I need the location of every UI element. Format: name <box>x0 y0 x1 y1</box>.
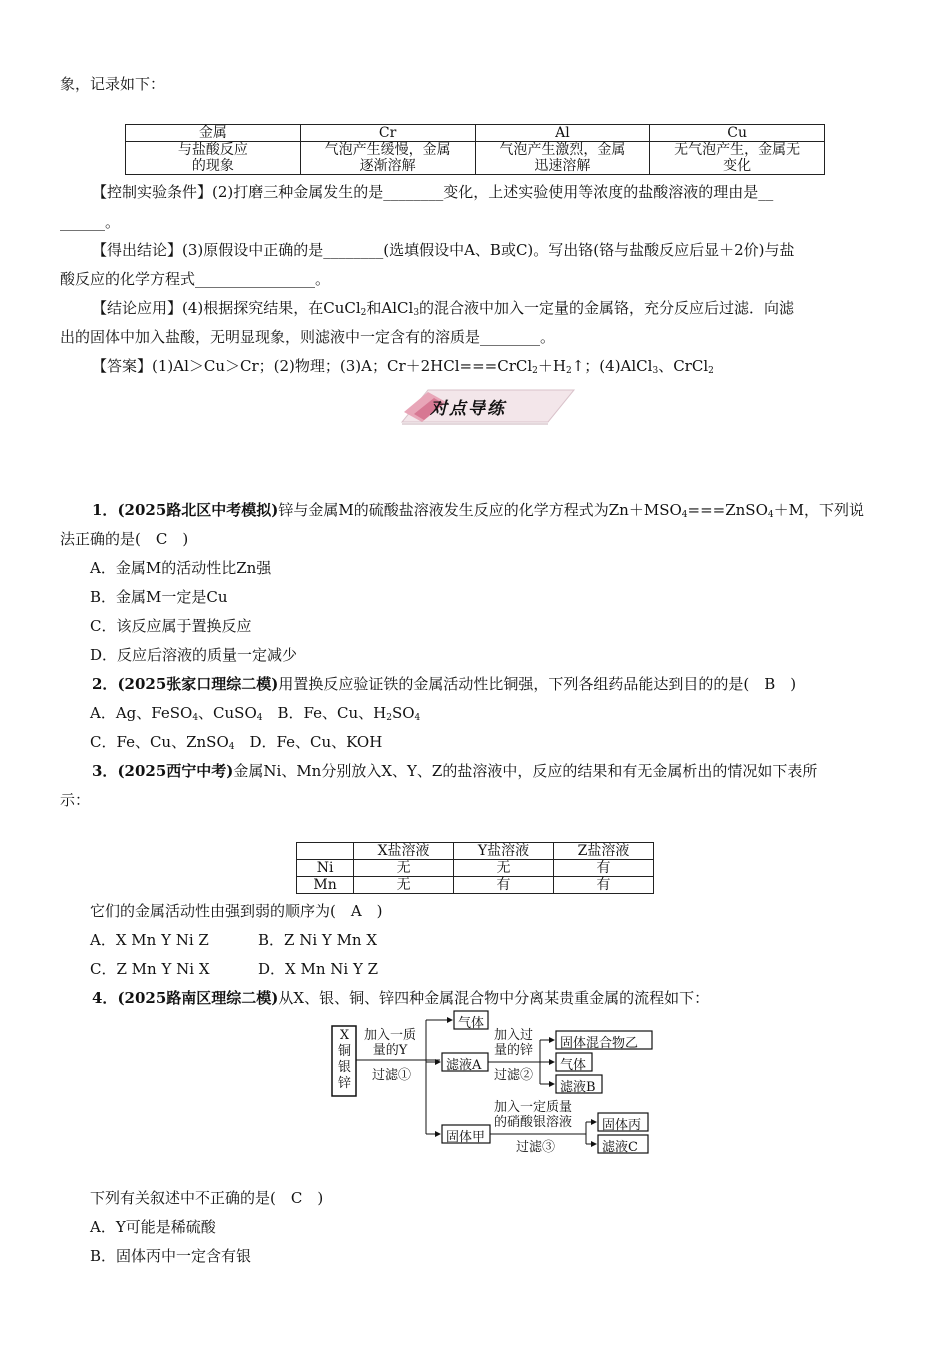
table-header: Z盐溶液 <box>554 843 654 860</box>
flow-step1-label: 加入一质 量的Y <box>364 1028 417 1058</box>
paragraph-conclusion-line1: 【得出结论】(3)原假设中正确的是________(选填假设中A、B或C)。写出铬(铬与盐酸反应后显＋2价)与盐 <box>92 241 795 259</box>
table-cell: 无 <box>354 860 454 877</box>
section-banner <box>398 384 578 428</box>
table-header: Cu <box>650 125 825 142</box>
q3-option-b: B．Z Ni Y Mn X <box>258 931 378 949</box>
flow-step1-filter: 过滤① <box>372 1068 412 1083</box>
flow-solid-mixture-b: 固体混合物乙 <box>560 1036 639 1051</box>
q1-option-b: B．金属M一定是Cu <box>90 588 228 606</box>
table-header: 金属 <box>126 125 301 142</box>
table-cell: 气泡产生激烈，金属 迅速溶解 <box>475 142 650 175</box>
q3-line2: 示： <box>60 791 91 809</box>
table-row <box>297 860 654 877</box>
table-header: X盐溶液 <box>354 843 454 860</box>
q1-line1: 1．(2025路北区中考模拟)锌与金属M的硫酸盐溶液发生反应的化学方程式为$Zn+MSO_4===ZnSO_4+M$，下列说 <box>92 501 864 520</box>
q4-option-a: A．Y可能是稀硫酸 <box>90 1218 216 1236</box>
table-cell: 无 <box>354 877 454 894</box>
flow-step3-label: 加入一定质量 的硝酸银溶液 <box>494 1100 573 1130</box>
flow-solid-a: 固体甲 <box>446 1130 486 1145</box>
table-cell: 有 <box>454 877 554 894</box>
answer-line: 【答案】(1)Al＞Cu＞Cr；(2)物理；(3)A；$Cr+2HCl===CrCl_2+H_2↑$；(4)AlCl$_3$、CrCl$_2$ <box>92 357 714 376</box>
flow-step2-label: 加入过 量的锌 <box>494 1028 534 1058</box>
q1-option-c: C．该反应属于置换反应 <box>90 617 252 635</box>
table-cell: Ni <box>297 860 354 877</box>
flow-solid-c: 固体丙 <box>602 1118 642 1133</box>
table-header: Cr <box>300 125 475 142</box>
q4-option-b: B．固体丙中一定含有银 <box>90 1247 252 1265</box>
q2-options-ab: A．Ag、FeSO$_4$、CuSO$_4$ B．Fe、Cu、$H_2SO_4$ <box>90 704 421 723</box>
q4-question: 下列有关叙述中不正确的是( C ) <box>90 1189 324 1207</box>
paragraph-application-line2: 出的固体中加入盐酸，无明显现象，则滤液中一定含有的溶质是________。 <box>60 328 556 346</box>
flow-filtrate-c: 滤液C <box>602 1140 638 1155</box>
table-row <box>297 877 654 894</box>
table-cell: 无气泡产生，金属无 变化 <box>650 142 825 175</box>
flow-start-box: X 铜 银 锌 <box>338 1028 352 1091</box>
flow-step2-filter: 过滤② <box>494 1068 534 1083</box>
table-cell: 有 <box>554 877 654 894</box>
table-header: Y盐溶液 <box>454 843 554 860</box>
separation-flowchart <box>330 1008 660 1158</box>
flow-filtrate-b: 滤液B <box>560 1080 596 1095</box>
q4-line1: 4．(2025路南区理综二模)从X、银、铜、锌四种金属混合物中分离某贵重金属的流程如下： <box>92 989 710 1007</box>
banner-title: 对点导练 <box>430 399 506 419</box>
paragraph-application-line1: 【结论应用】(4)根据探究结果，在CuCl$_2$和AlCl$_3$的混合液中加入一定量的金属铬，充分反应后过滤．向滤 <box>92 299 795 318</box>
q3-option-c: C．Z Mn Y Ni X <box>90 960 210 978</box>
flow-step3-filter: 过滤③ <box>516 1140 556 1155</box>
q3-option-a: A．X Mn Y Ni Z <box>90 931 209 949</box>
flow-gas1: 气体 <box>458 1016 485 1031</box>
table-row-label: 与盐酸反应 的现象 <box>126 142 301 175</box>
flow-filtrate-a: 滤液A <box>446 1058 482 1073</box>
q3-question: 它们的金属活动性由强到弱的顺序为( A ) <box>90 902 383 920</box>
table-cell: 无 <box>454 860 554 877</box>
q3-line1: 3．(2025西宁中考)金属Ni、Mn分别放入X、Y、Z的盐溶液中，反应的结果和有无金属析出的情况如下表所 <box>92 762 818 780</box>
table-cell: 有 <box>554 860 654 877</box>
q3-option-d: D．X Mn Ni Y Z <box>258 960 379 978</box>
metal-reaction-table <box>125 124 825 175</box>
intro-line: 象，记录如下： <box>60 75 166 93</box>
q1-option-a: A．金属M的活动性比Zn强 <box>90 559 272 577</box>
paragraph-conclusion-line2: 酸反应的化学方程式________________。 <box>60 270 331 288</box>
q1-line2: 法正确的是( C ) <box>60 530 189 548</box>
table-header: Al <box>475 125 650 142</box>
q3-table <box>296 842 654 894</box>
q1-option-d: D．反应后溶液的质量一定减少 <box>90 646 298 664</box>
q2-options-cd: C．Fe、Cu、ZnSO$_4$ D．Fe、Cu、KOH <box>90 733 383 752</box>
table-cell: Mn <box>297 877 354 894</box>
table-cell: 气泡产生缓慢，金属 逐渐溶解 <box>300 142 475 175</box>
flow-gas2: 气体 <box>560 1058 587 1073</box>
table-header <box>297 843 354 860</box>
q2-line1: 2．(2025张家口理综二模)用置换反应验证铁的金属活动性比铜强，下列各组药品能达到目的的是( B ) <box>92 675 797 693</box>
paragraph-control-line1: 【控制实验条件】(2)打磨三种金属发生的是________变化，上述实验使用等浓度的盐酸溶液的理由是__ <box>92 183 774 201</box>
paragraph-control-line2: ______。 <box>60 213 121 231</box>
